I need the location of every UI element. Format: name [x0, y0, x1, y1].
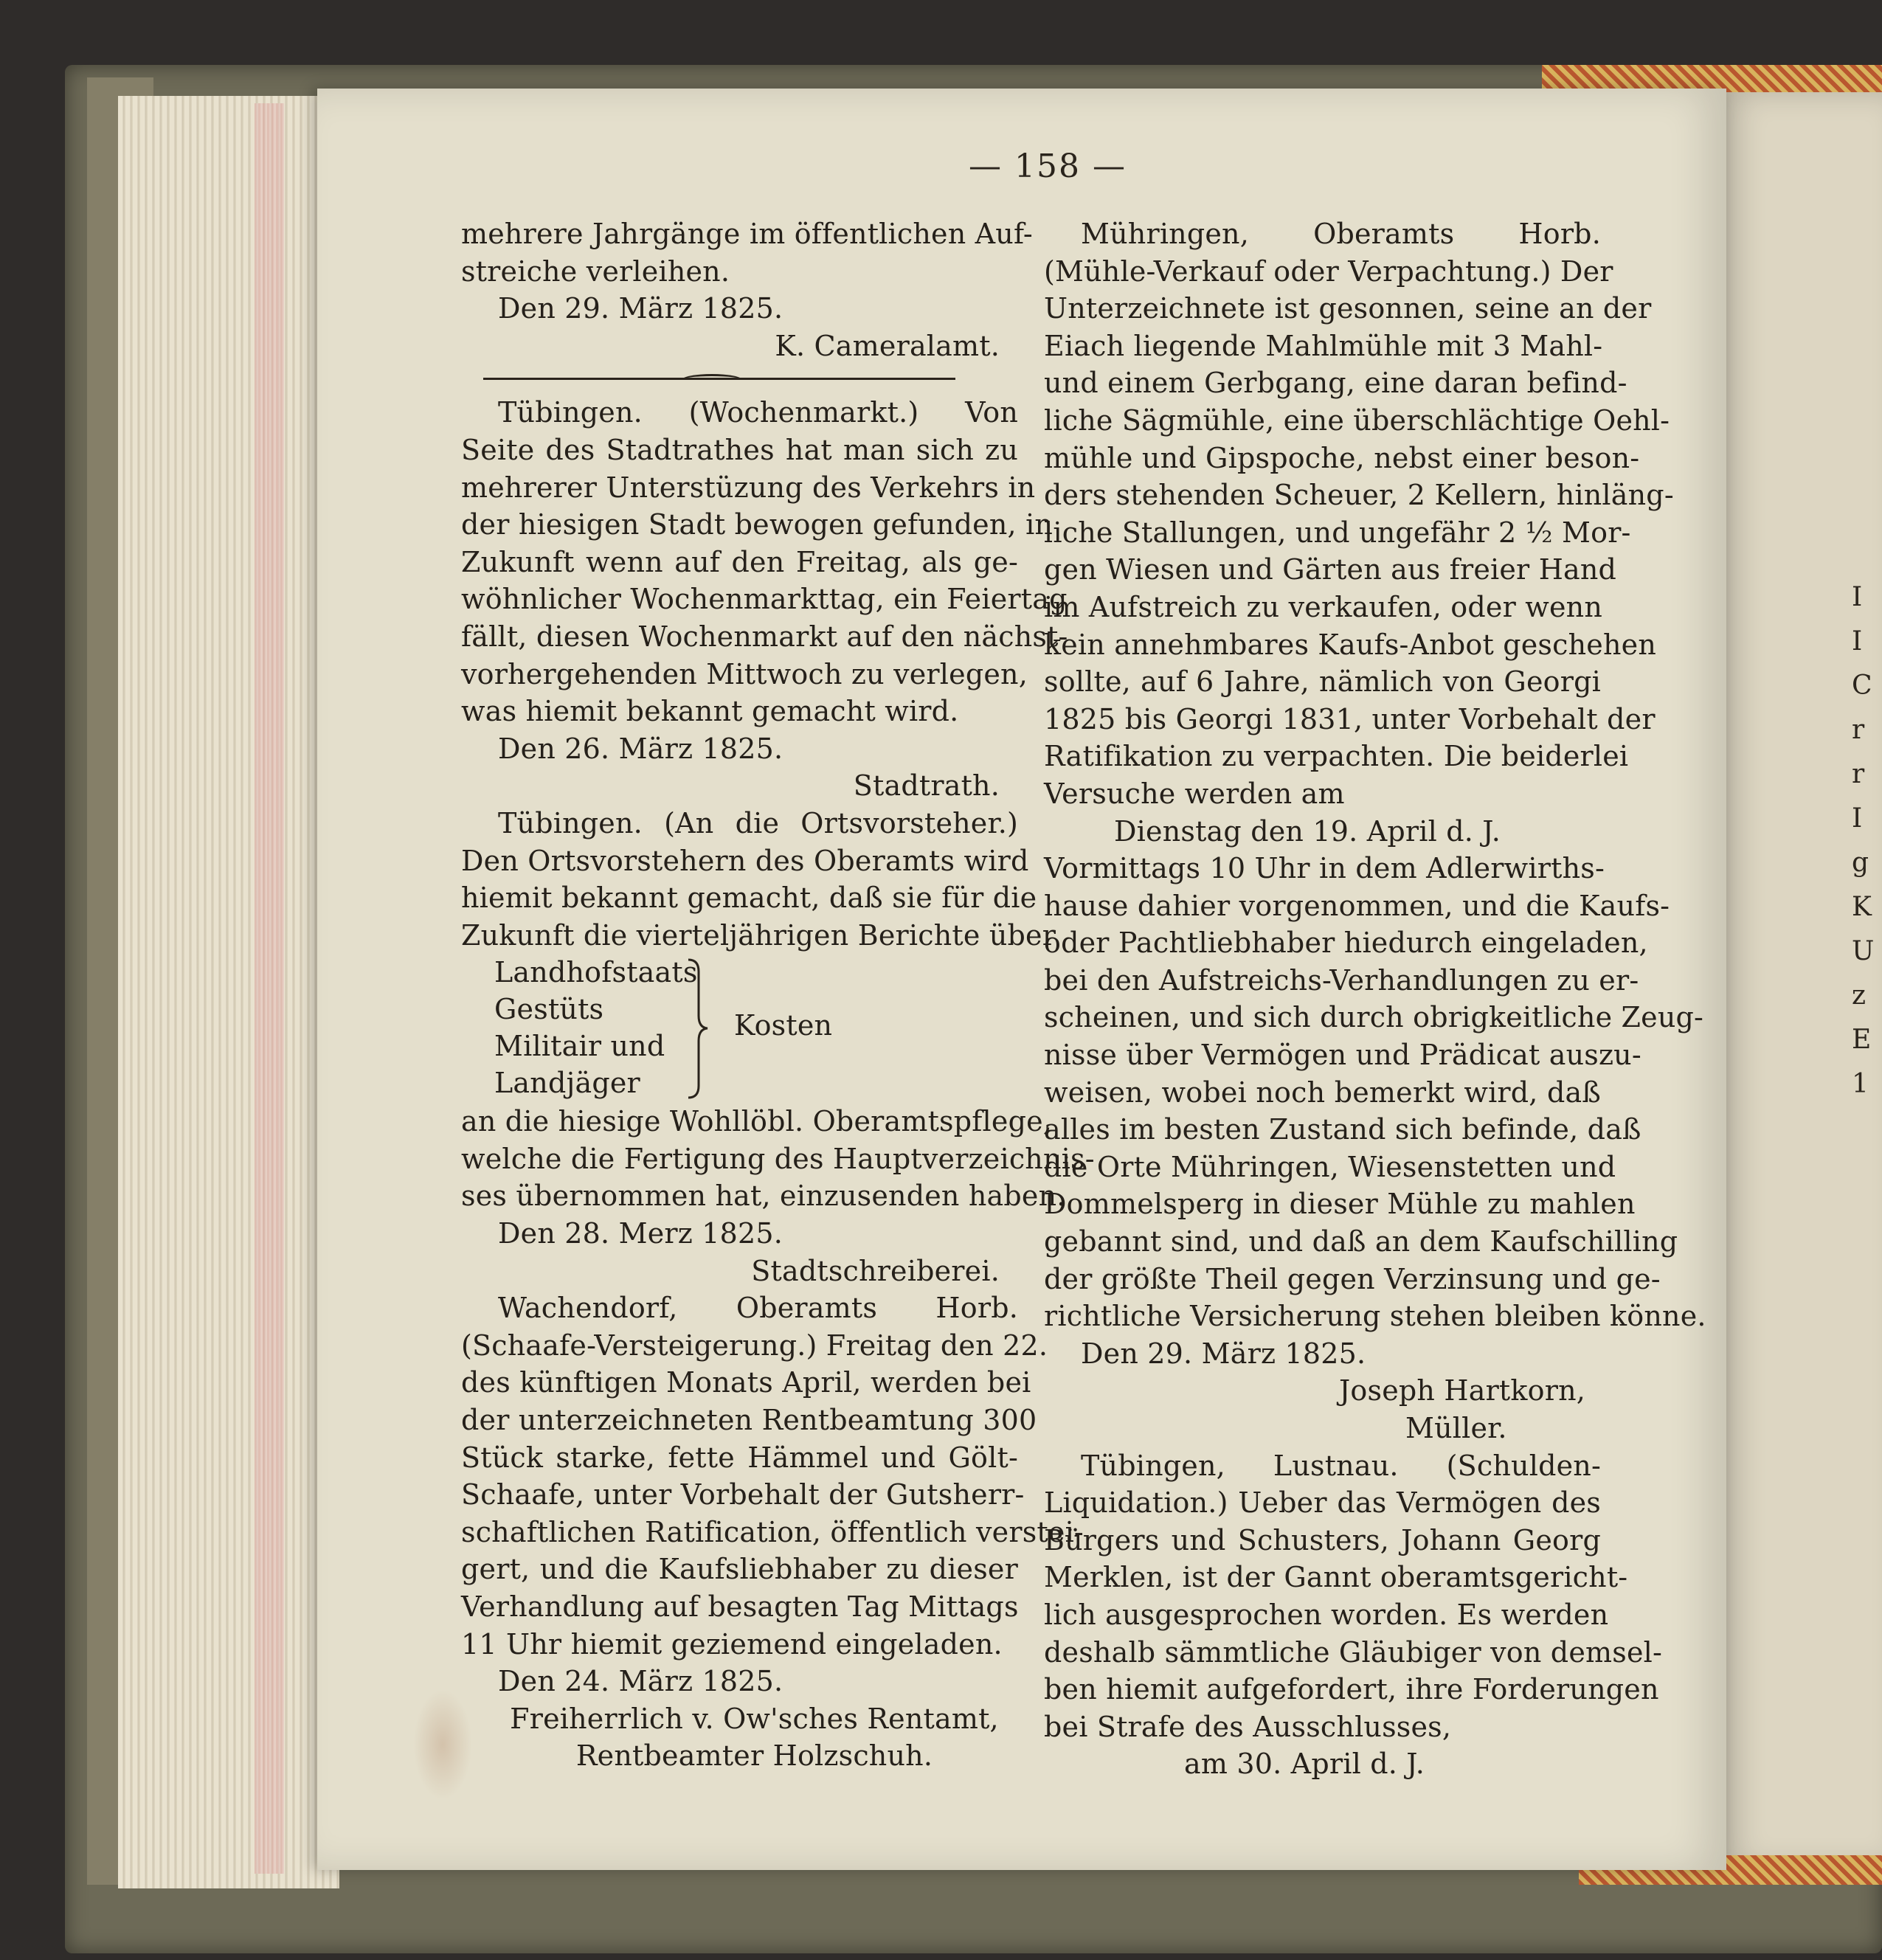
signature-line: Joseph Hartkorn, — [1339, 1374, 1586, 1407]
text-line: Vormittags 10 Uhr in dem Adlerwirths- — [1044, 852, 1605, 885]
text-line: kein annehmbares Kaufs-Anbot geschehen — [1044, 628, 1657, 661]
brace-item: Landjäger — [494, 1067, 640, 1100]
notice-heading-line: Tübingen, Lustnau. (Schulden- — [1081, 1449, 1601, 1482]
curly-brace-icon — [682, 957, 712, 1101]
edge-letter: 1 — [1852, 1069, 1869, 1099]
text-line: Stück starke, fette Hämmel und Gölt- — [461, 1441, 1018, 1474]
text-line: Zukunft wenn auf den Freitag, als ge- — [461, 545, 1018, 578]
edge-letter: I — [1852, 626, 1863, 657]
text-line: vorhergehenden Mittwoch zu verlegen, — [461, 657, 1028, 690]
section-divider — [483, 370, 955, 387]
text-line: (Schaafe-Versteigerung.) Freitag den 22. — [461, 1329, 1048, 1362]
text-line: gebannt sind, und daß an dem Kaufschilling — [1044, 1225, 1678, 1258]
date-line: Den 28. Merz 1825. — [498, 1217, 783, 1250]
edge-letter: I — [1852, 582, 1863, 612]
text-line: (Mühle-Verkauf oder Verpachtung.) Der — [1044, 254, 1613, 288]
text-line: oder Pachtliebhaber hiedurch eingeladen, — [1044, 927, 1648, 960]
text-line: lich ausgesprochen worden. Es werden — [1044, 1598, 1609, 1631]
notice-heading-line: Wachendorf, Oberamts Horb. — [498, 1292, 1018, 1325]
text-line: Liquidation.) Ueber das Vermögen des — [1044, 1486, 1601, 1520]
brace-label: Kosten — [734, 1009, 833, 1042]
text-line: im Aufstreich zu verkaufen, oder wenn — [1044, 590, 1602, 623]
text-line: schaftlichen Ratification, öffentlich verstei- — [461, 1515, 1084, 1548]
text-line: bei Strafe des Ausschlusses, — [1044, 1710, 1452, 1743]
text-line: Versuche werden am — [1044, 777, 1345, 810]
text-line: der hiesigen Stadt bewogen gefunden, in — [461, 508, 1054, 541]
date-line: am 30. April d. J. — [1184, 1748, 1425, 1781]
text-line: und einem Gerbgang, eine daran befind- — [1044, 367, 1627, 400]
text-line: der unterzeichneten Rentbeamtung 300 — [461, 1404, 1037, 1437]
text-line: streiche verleihen. — [461, 254, 730, 288]
right-column — [1044, 215, 1706, 1783]
text-line: was hiemit bekannt gemacht wird. — [461, 695, 959, 728]
edge-letter: z — [1852, 980, 1866, 1011]
signature-line: K. Cameralamt. — [775, 329, 1000, 362]
notice-heading-line: Tübingen. (Wochenmarkt.) Von — [498, 396, 1018, 429]
date-line: Dienstag den 19. April d. J. — [1114, 814, 1501, 848]
text-line: der größte Theil gegen Verzinsung und ge- — [1044, 1262, 1661, 1295]
text-line: fällt, diesen Wochenmarkt auf den nächst- — [461, 620, 1068, 653]
notice-heading-line: Tübingen. (An die Ortsvorsteher.) — [498, 806, 1018, 839]
brace-item: Militair und — [494, 1030, 665, 1063]
notice-heading-line: Mühringen, Oberamts Horb. — [1081, 218, 1601, 250]
text-line: 1825 bis Georgi 1831, unter Vorbehalt der — [1044, 702, 1656, 735]
text-line: hause dahier vorgenommen, und die Kaufs- — [1044, 889, 1670, 922]
text-line: mehrere Jahrgänge im öffentlichen Auf- — [461, 218, 1033, 250]
text-line: weisen, wobei noch bemerkt wird, daß — [1044, 1076, 1601, 1109]
signature-line: Stadtrath. — [853, 769, 1000, 803]
date-line: Den 29. März 1825. — [498, 292, 783, 325]
text-line: Merklen, ist der Gannt oberamtsgericht- — [1044, 1561, 1628, 1594]
text-line: welche die Fertigung des Hauptverzeichnis- — [461, 1142, 1095, 1175]
text-line: ben hiemit aufgefordert, ihre Forderungen — [1044, 1673, 1659, 1706]
page-edges-red-tint — [255, 103, 284, 1874]
signature-line: Freiherrlich v. Ow'sches Rentamt, — [510, 1702, 999, 1735]
edge-letter: E — [1852, 1025, 1872, 1055]
text-line: liche Stallungen, und ungefähr 2 ½ Mor- — [1044, 516, 1631, 549]
edge-letter: C — [1852, 671, 1872, 701]
signature-line: Müller. — [1405, 1412, 1507, 1444]
text-line: an die hiesige Wohllöbl. Oberamtspflege, — [461, 1105, 1053, 1138]
text-line: Schaafe, unter Vorbehalt der Gutsherr- — [461, 1478, 1025, 1511]
text-line: ses übernommen hat, einzusenden haben. — [461, 1180, 1066, 1213]
text-line: mühle und Gipspoche, nebst einer beson- — [1044, 441, 1640, 474]
text-line: des künftigen Monats April, werden bei — [461, 1366, 1031, 1399]
text-line: Unterzeichnete ist gesonnen, seine an der — [1044, 292, 1652, 325]
text-line: scheinen, und sich durch obrigkeitliche Zeug- — [1044, 1001, 1704, 1034]
edge-letter: g — [1852, 848, 1869, 878]
text-line: Ratifikation zu verpachten. Die beiderlei — [1044, 740, 1629, 773]
text-line: die Orte Mühringen, Wiesenstetten und — [1044, 1150, 1616, 1183]
text-line: nisse über Vermögen und Prädicat auszu- — [1044, 1039, 1641, 1072]
text-line: liche Sägmühle, eine überschlächtige Oehl- — [1044, 404, 1670, 437]
brace-item: Gestüts — [494, 993, 604, 1026]
page-number: — 158 — — [969, 148, 1127, 185]
text-line: mehrerer Unterstüzung des Verkehrs in — [461, 471, 1036, 504]
text-line: Eiach liegende Mahlmühle mit 3 Mahl- — [1044, 329, 1603, 362]
facing-page-text-fragment — [1852, 575, 1882, 1697]
signature-line: Stadtschreiberei. — [751, 1254, 1000, 1287]
text-line: 11 Uhr hiemit geziemend eingeladen. — [461, 1627, 1003, 1661]
edge-letter: r — [1852, 715, 1865, 745]
signature-line: Rentbeamter Holzschuh. — [575, 1739, 933, 1773]
brace-item: Landhofstaats — [494, 956, 698, 989]
page-edges-stack — [118, 96, 339, 1888]
date-line: Den 24. März 1825. — [498, 1665, 783, 1698]
text-line: wöhnlicher Wochenmarkttag, ein Feiertag — [461, 583, 1068, 616]
text-line: alles im besten Zustand sich befinde, daß — [1044, 1113, 1641, 1146]
edge-letter: r — [1852, 759, 1865, 789]
text-line: bei den Aufstreichs-Verhandlungen zu er- — [1044, 963, 1639, 997]
text-line: Seite des Stadtrathes hat man sich zu — [461, 433, 1018, 466]
text-line: hiemit bekannt gemacht, daß sie für die — [461, 882, 1037, 915]
edge-letter: U — [1852, 936, 1875, 966]
edge-letter: K — [1852, 892, 1872, 922]
text-line: ders stehenden Scheuer, 2 Kellern, hinläng- — [1044, 479, 1674, 512]
text-line: deshalb sämmtliche Gläubiger von demsel- — [1044, 1635, 1663, 1669]
cost-brace-list — [461, 954, 1018, 1103]
text-line: gert, und die Kaufsliebhaber zu dieser — [461, 1553, 1018, 1586]
text-line: richtliche Versicherung stehen bleiben könne. — [1044, 1300, 1706, 1333]
text-line: Den Ortsvorstehern des Oberamts wird — [461, 844, 1029, 877]
text-line: Verhandlung auf besagten Tag Mittags — [461, 1590, 1019, 1623]
date-line: Den 29. März 1825. — [1081, 1337, 1366, 1370]
edge-letter: I — [1852, 803, 1863, 834]
text-line: Dommelsperg in dieser Mühle zu mahlen — [1044, 1188, 1636, 1221]
text-line: Zukunft die vierteljährigen Berichte über — [461, 918, 1056, 952]
text-line: Bürgers und Schusters, Johann Georg — [1044, 1523, 1601, 1556]
left-column — [461, 215, 1095, 1775]
text-line: gen Wiesen und Gärten aus freier Hand — [1044, 553, 1617, 586]
text-line: sollte, auf 6 Jahre, nämlich von Georgi — [1044, 665, 1601, 699]
date-line: Den 26. März 1825. — [498, 732, 783, 765]
